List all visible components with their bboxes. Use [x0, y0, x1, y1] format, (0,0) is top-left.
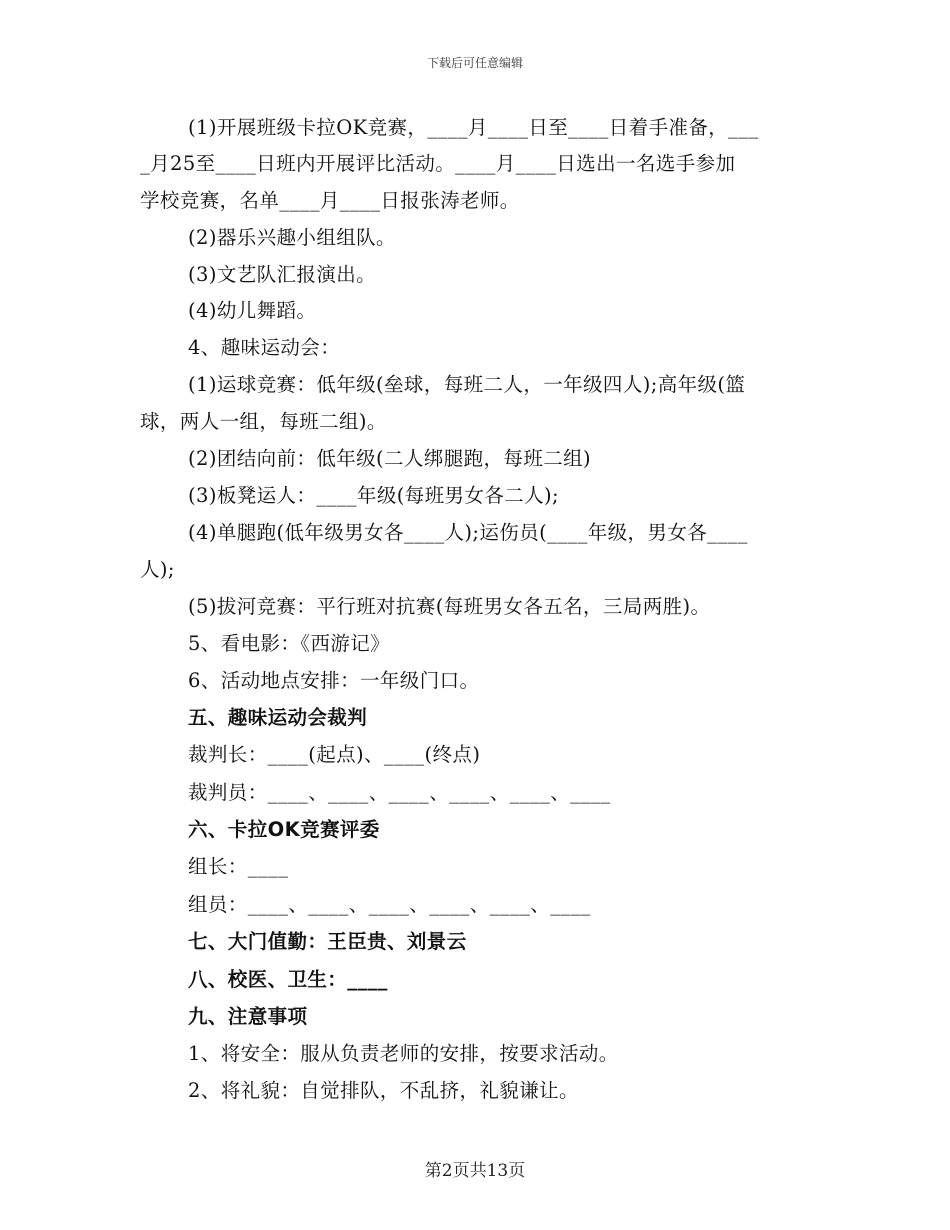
section-heading: 九、注意事项	[188, 1005, 308, 1028]
list-item: (3)板凳运人：____年级(每班男女各二人);	[188, 484, 560, 507]
list-item: 2、将礼貌：自觉排队，不乱挤，礼貌谦让。	[188, 1079, 579, 1102]
paragraph-line: 裁判员：____、____、____、____、____、____	[188, 781, 611, 804]
paragraph-line: _月25至____日班内开展评比活动。____月____日选出一名选手参加	[140, 152, 736, 175]
list-item: (2)器乐兴趣小组组队。	[188, 226, 396, 249]
section-heading: 八、校医、卫生：____	[188, 968, 388, 991]
section-heading: 六、卡拉OK竞赛评委	[188, 818, 380, 841]
paragraph-line: (4)单腿跑(低年级男女各____人);运伤员(____年级，男女各____	[188, 521, 748, 544]
paragraph-line: 球，两人一组，每班二组)。	[140, 410, 387, 433]
section-heading: 五、趣味运动会裁判	[188, 706, 368, 729]
list-item: 4、趣味运动会：	[188, 336, 341, 359]
list-item: (5)拔河竞赛：平行班对抗赛(每班男女各五名，三局两胜)。	[188, 595, 711, 618]
paragraph-line: 人);	[140, 558, 175, 581]
list-item: 1、将安全：服从负责老师的安排，按要求活动。	[188, 1042, 619, 1065]
paragraph-line: (1)开展班级卡拉OK竞赛，____月____日至____日着手准备，___	[188, 116, 759, 139]
paragraph-line: 组长：____	[188, 855, 289, 878]
page-footer: 第2页共13页	[424, 1161, 526, 1181]
list-item: 5、看电影：《西游记》	[188, 632, 391, 655]
paragraph-line: (1)运球竞赛：低年级(垒球，每班二人，一年级四人);高年级(篮	[188, 373, 746, 396]
list-item: 6、活动地点安排：一年级门口。	[188, 669, 480, 692]
paragraph-line: 裁判长：____(起点)、____(终点)	[188, 743, 481, 766]
list-item: (4)幼儿舞蹈。	[188, 299, 317, 322]
list-item: (2)团结向前：低年级(二人绑腿跑，每班二组)	[188, 447, 592, 470]
page-header: 下载后可任意编辑	[426, 56, 523, 70]
list-item: (3)文艺队汇报演出。	[188, 263, 377, 286]
section-heading: 七、大门值勤：王臣贵、刘景云	[188, 930, 467, 953]
paragraph-line: 学校竞赛，名单____月____日报张涛老师。	[140, 189, 520, 212]
paragraph-line: 组员：____、____、____、____、____、____	[188, 893, 591, 916]
